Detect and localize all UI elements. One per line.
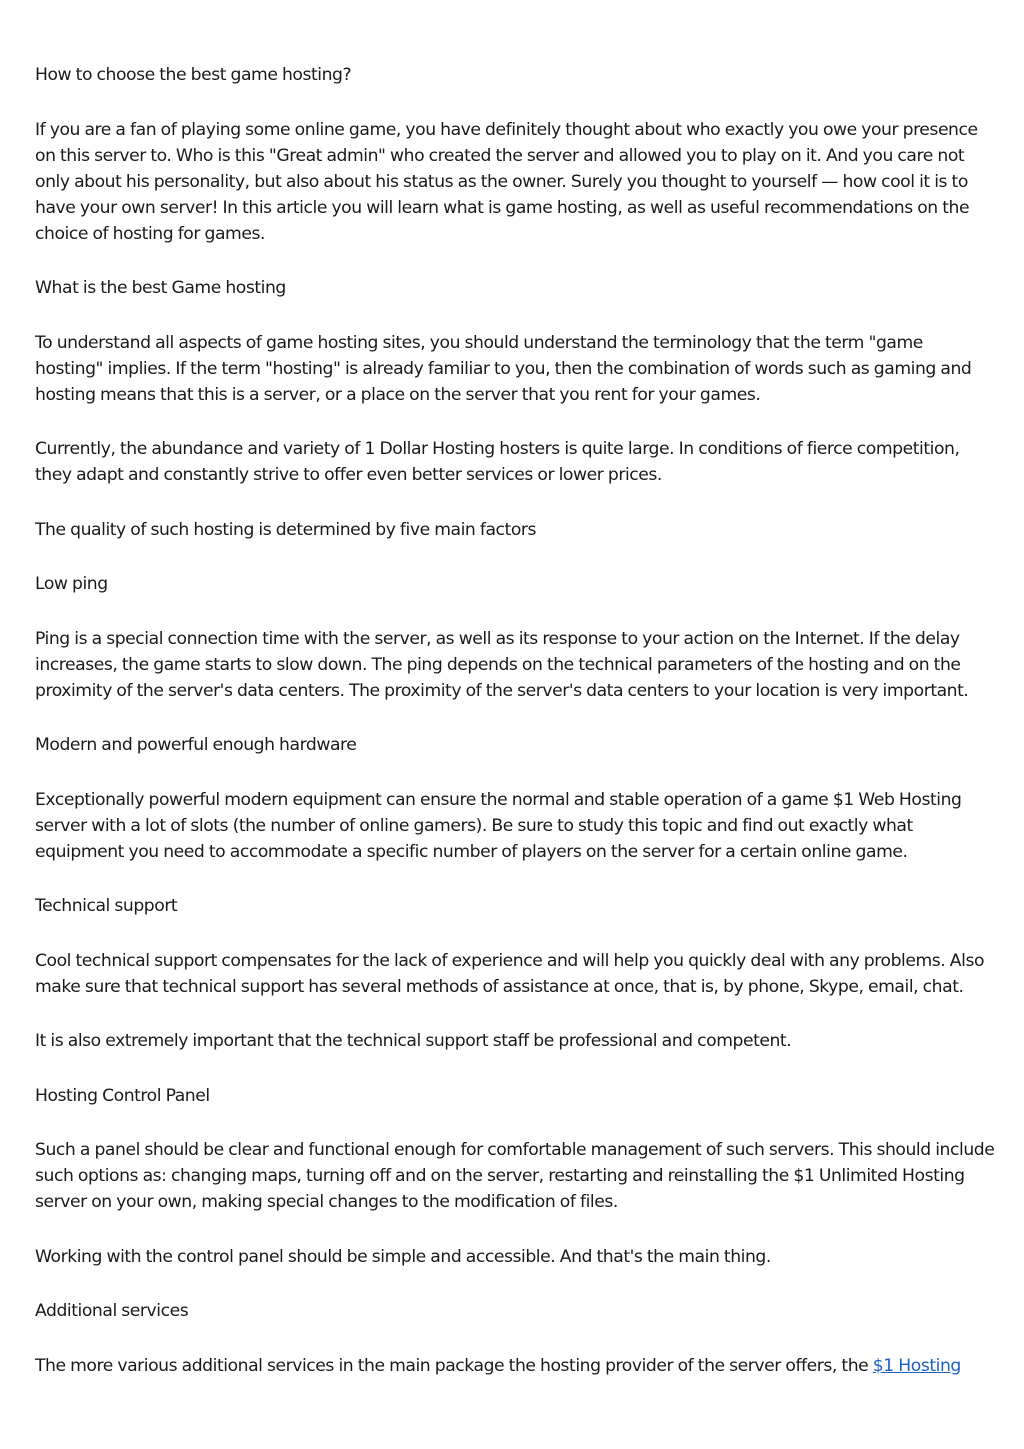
hardware-paragraph: Exceptionally powerful modern equipment can ensure the normal and stable operation of a game $1 Web Hosting server with a lot of slots (the number of online gamers). Be sure to study this topic and find out exactly what equipment you need to accommodate a specific number of players on the server for a certain online game.: [35, 789, 962, 862]
hosting-link[interactable]: $1 Hosting: [872, 1355, 961, 1376]
competition-paragraph: Currently, the abundance and variety of 1 Dollar Hosting hosters is quite large. In conditions of fierce competition, they adapt and constantly strive to offer even better services or lower prices.: [35, 439, 960, 485]
title-question: How to choose the best game hosting?: [35, 65, 352, 85]
section-heading-best-game-hosting: What is the best Game hosting: [35, 278, 286, 298]
control-panel-summary: Working with the control panel should be simple and accessible. And that's the main thing.: [35, 1246, 771, 1267]
support-paragraph: Cool technical support compensates for the lack of experience and will help you quickly deal with any problems. Also make sure that technical support has several methods of assistance at once, that is, by phone, Skype, email, chat.: [35, 950, 985, 997]
ping-paragraph: Ping is a special connection time with the server, as well as its response to your action on the Internet. If the delay increases, the game starts to slow down. The ping depends on the technical parameters of the hosting and on the proximity of the server's data centers. The proximity of the server's data centers to your location is very important.: [35, 628, 969, 701]
quality-factors-heading: The quality of such hosting is determined by five main factors: [35, 519, 537, 540]
section-heading-low-ping: Low ping: [35, 574, 108, 594]
document-body: [35, 62, 995, 1407]
terminology-paragraph: To understand all aspects of game hosting sites, you should understand the terminology that the term "game hosting" implies. If the term "hosting" is already familiar to you, then the combination of words such as gaming and hosting means that this is a server, or a place on the server that you rent for your games.: [35, 332, 972, 405]
additional-services-paragraph: [35, 1353, 995, 1379]
intro-paragraph: If you are a fan of playing some online game, you have definitely thought about who exactly you owe your presence on this server to. Who is this "Great admin" who created the server and allowed you to play on it. And you care not only about his personality, but also about his status as the owner. Surely you thought to yourself — how cool it is to have your own server! In this article you will learn what is game hosting, as well as useful recommendations on the choice of hosting for games.: [35, 119, 978, 244]
section-heading-hardware: Modern and powerful enough hardware: [35, 735, 357, 755]
additional-services-text: The more various additional services in the main package the hosting provider of the server offers, the: [35, 1355, 873, 1376]
support-staff-paragraph: It is also extremely important that the technical support staff be professional and competent.: [35, 1031, 792, 1051]
control-panel-paragraph: Such a panel should be clear and functional enough for comfortable management of such servers. This should include such options as: changing maps, turning off and on the server, restarting and reinstalling the $1 Unlimited Hosting server on your own, making special changes to the modification of files.: [35, 1140, 995, 1212]
section-heading-additional-services: Additional services: [35, 1301, 189, 1321]
section-heading-technical-support: Technical support: [35, 896, 178, 916]
section-heading-control-panel: Hosting Control Panel: [35, 1085, 210, 1106]
